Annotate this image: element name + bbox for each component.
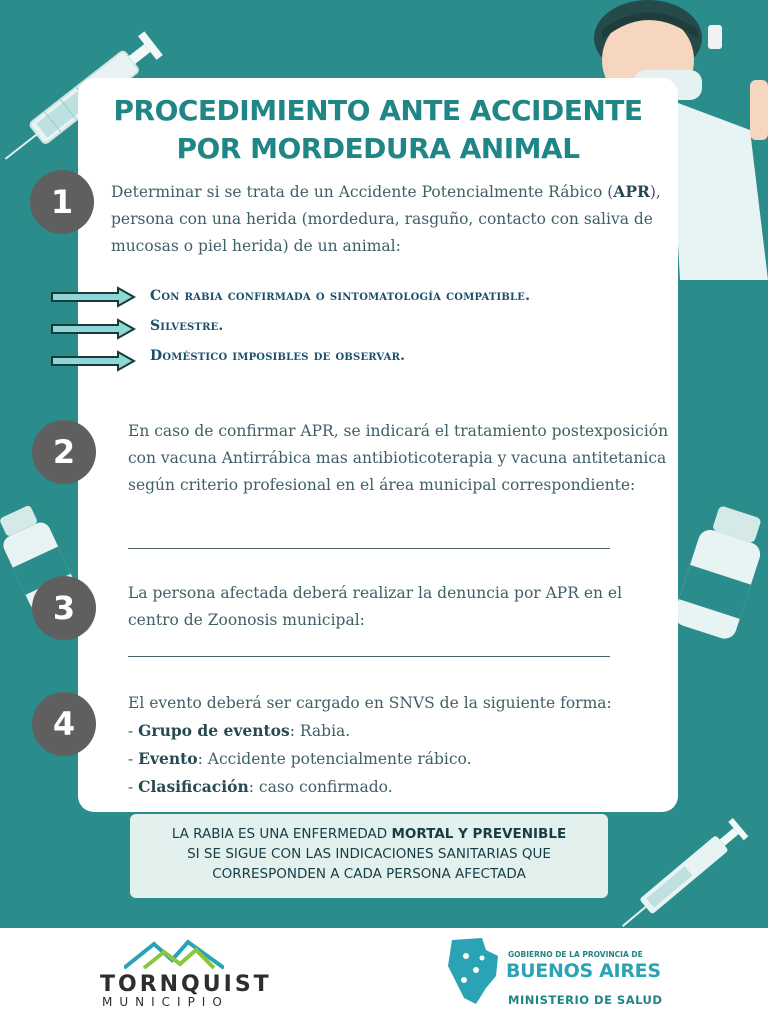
step-number-2: 2 bbox=[32, 420, 96, 484]
buenos-aires-province-map-icon bbox=[446, 936, 502, 1008]
banner-line-3: CORRESPONDEN A CADA PERSONA AFECTADA bbox=[212, 866, 526, 882]
step-1-bullet-3: Doméstico imposibles de observar. bbox=[150, 348, 406, 364]
arrow-icon bbox=[50, 318, 136, 340]
step-4-intro: El evento deberá ser cargado en SNVS de la siguiente forma: bbox=[128, 694, 612, 712]
title-line-2: POR MORDEDURA ANIMAL bbox=[176, 132, 580, 165]
arrow-icon bbox=[50, 286, 136, 308]
step-1-bullet-1: Con rabia confirmada o sintomatología compatible. bbox=[150, 288, 531, 304]
page-title bbox=[78, 92, 678, 168]
mountains-logo-icon bbox=[124, 938, 224, 972]
ba-government-label: GOBIERNO DE LA PROVINCIA DE bbox=[508, 950, 643, 959]
step-1-bullet-2: Silvestre. bbox=[150, 318, 224, 334]
step-3-blank-line bbox=[128, 656, 610, 657]
step-2-blank-line bbox=[128, 548, 610, 549]
step-1-text: Determinar si se trata de un Accidente Potencialmente Rábico (APR), persona con una herida (mordedura, rasguño, contacto con saliva de mucosas o piel herida) de un animal: bbox=[111, 182, 661, 255]
tornquist-name: TORNQUIST bbox=[100, 972, 272, 997]
step-4-item-2: - Evento: Accidente potencialmente rábico. bbox=[128, 749, 472, 768]
title-line-1: PROCEDIMIENTO ANTE ACCIDENTE bbox=[113, 94, 643, 127]
syringe-illustration-bottom-right bbox=[620, 800, 768, 930]
arrow-icon bbox=[50, 350, 136, 372]
banner-line-2: SI SE SIGUE CON LAS INDICACIONES SANITARIAS QUE bbox=[187, 846, 551, 862]
banner-line-1: LA RABIA ES UNA ENFERMEDAD MORTAL Y PREVENIBLE bbox=[171, 826, 567, 842]
ba-province-name: BUENOS AIRES bbox=[506, 960, 661, 982]
step-3-text: La persona afectada deberá realizar la denuncia por APR en el centro de Zoonosis municipal: bbox=[128, 584, 623, 629]
step-number-3: 3 bbox=[32, 576, 96, 640]
warning-banner bbox=[130, 814, 608, 898]
step-4-item-3: - Clasificación: caso confirmado. bbox=[128, 777, 393, 796]
step-2-text: En caso de confirmar APR, se indicará el tratamiento postexposición con vacuna Antirrábica mas antibioticoterapia y vacuna antitetanica según criterio profesional en el área municipal correspondiente: bbox=[128, 422, 669, 494]
vial-illustration-right bbox=[676, 495, 768, 645]
step-4-text bbox=[128, 690, 673, 801]
step-number-1: 1 bbox=[30, 170, 94, 234]
step-4-item-1: - Grupo de eventos: Rabia. bbox=[128, 721, 351, 740]
tornquist-sub: MUNICIPIO bbox=[102, 995, 229, 1009]
step-number-4: 4 bbox=[32, 692, 96, 756]
ba-ministry-label: MINISTERIO DE SALUD bbox=[508, 993, 663, 1007]
